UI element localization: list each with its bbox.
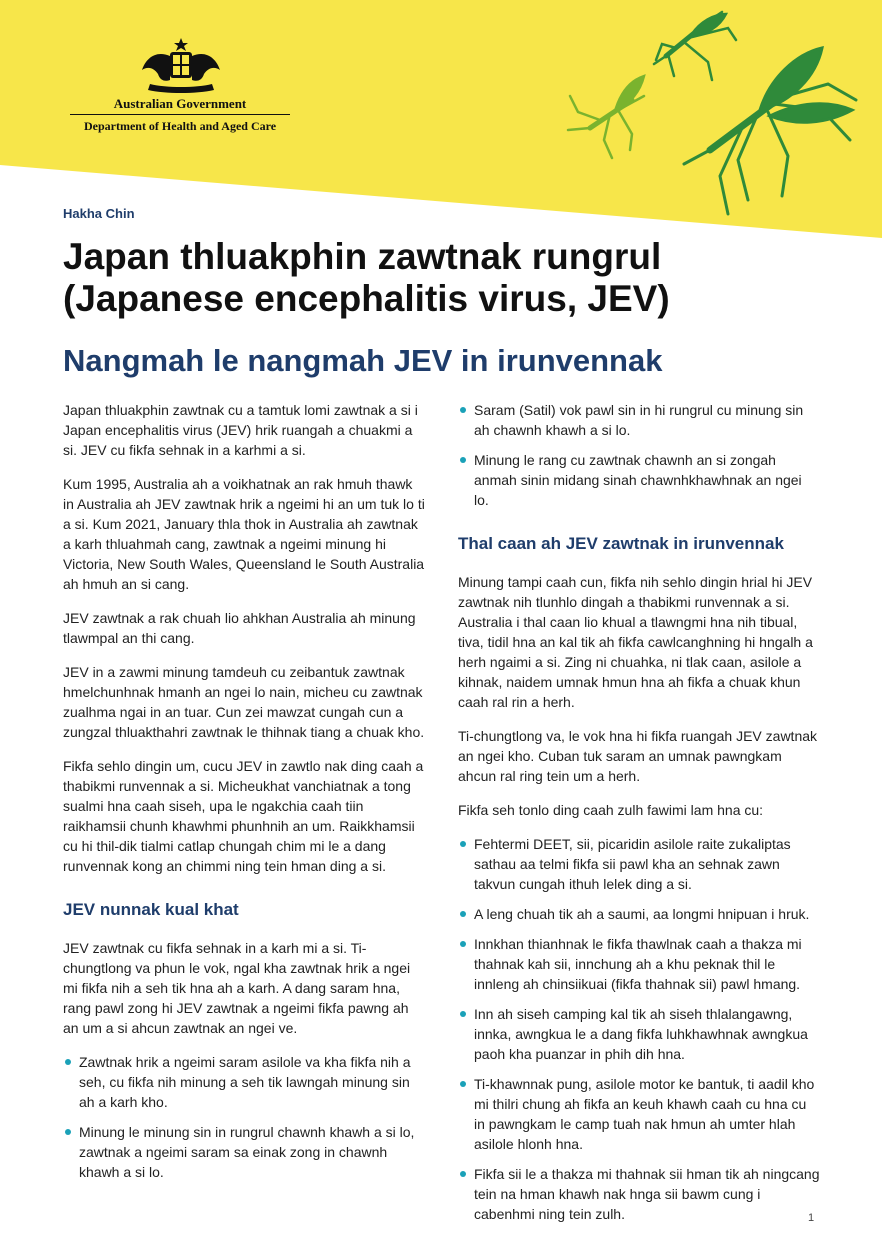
list-item-text: Innkhan thianhnak le fikfa thawlnak caah a thakza mi thahnak kah sii, innchung ah a khu peknak thil le innleng ah chinsiikuai (fikfa thahnak sii) pawl hmang.: [474, 936, 802, 992]
bullet-icon: [65, 1059, 71, 1065]
language-label: Hakha Chin: [63, 206, 135, 221]
mosquito-medium-icon: [568, 76, 644, 158]
list-item: [63, 1122, 425, 1182]
list-item-text: Inn ah siseh camping kal tik ah siseh thlalangawng, innka, awngkua le a dang fikfa luhkhawhnak awngkua paoh kha puanzar in phih dih hna.: [474, 1006, 808, 1062]
prevention-paragraph: Fikfa sehlo dingin um, cucu JEV in zawtlo nak ding caah a thabikmi runvennak a si. Micheukhat vanchiatnak a tong sualmi hna caah siseh, upa le ngakchia caah tiin raikhamsii chunh khawhmi phunhnih an um. Raikkhamsii cu hi thil-dik tialmi catlap chungah chim mi le a dang runvennak kong an chimmi ning tein hman ding a si.: [63, 758, 424, 874]
list-item-text: Fikfa sii le a thakza mi thahnak sii hman tik ah ningcang tein na hman khawh nak hnga sii bawm cung i cabenhmi ning tein zulh.: [474, 1166, 820, 1222]
page-title: Japan thluakphin zawtnak rungrul (Japanese encephalitis virus, JEV): [63, 236, 670, 319]
coat-of-arms-icon: [136, 36, 226, 94]
list-item: [458, 1004, 820, 1064]
list-item: [458, 934, 820, 994]
section-heading-protection: Thal caan ah JEV zawtnak in irunvennak: [458, 534, 784, 553]
right-column: [458, 400, 820, 1238]
tips-list: [458, 834, 820, 1224]
left-column: [63, 400, 425, 1196]
list-item: [458, 904, 820, 924]
government-name: Australian Government: [113, 96, 247, 111]
bullet-icon: [460, 1081, 466, 1087]
bullet-icon: [460, 407, 466, 413]
list-item: [458, 450, 820, 510]
history-paragraph: Kum 1995, Australia ah a voikhatnak an rak hmuh thawk in Australia ah JEV zawtnak hrik a ngeimi hi an um tuk lo ti a si. Kum 2021, January thla thok in Australia ah zawtnak a karh thluahmah cang, zawtnak a ngeimi minung hi Victoria, New South Wales, Queensland le South Australia ah hmuh an si cang.: [63, 476, 425, 592]
list-item-text: A leng chuah tik ah a saumi, aa longmi hnipuan i hruk.: [474, 906, 810, 922]
bullet-icon: [460, 1011, 466, 1017]
lifecycle-list: [63, 1052, 425, 1182]
list-item-text: Minung le rang cu zawtnak chawnh an si zongah anmah sinin midang sinah chawnhkhawhnak an ngei lo.: [474, 452, 802, 508]
protection-paragraph: Minung tampi caah cun, fikfa nih sehlo dingin hrial hi JEV zawtnak nih tlunhlo dingah a thabikmi runvennak a si. Australia i thal caan lio khual a tlawngmi hna nih tibual, tiva, tidil hna an kal tik ah fikfa cawlcanghning hi hngalh a herh ngaimi a si. Zing ni chuahka, ni tlak caan, asilole a kihnak, naidem umnak hmun hna ah fikfa a chuak khun caah ral rin a herh.: [458, 574, 813, 710]
list-item: [458, 1074, 820, 1154]
tips-intro-paragraph: Fikfa seh tonlo ding caah zulh fawimi lam hna cu:: [458, 802, 764, 818]
list-item-text: Saram (Satil) vok pawl sin in hi rungrul cu minung sin ah chawnh khawh a si lo.: [474, 402, 804, 438]
government-divider: [70, 114, 290, 115]
bullet-icon: [460, 911, 466, 917]
mosquito-small-icon: [654, 12, 736, 80]
page-subtitle: Nangmah le nangmah JEV in irunvennak: [63, 343, 663, 378]
bullet-icon: [65, 1129, 71, 1135]
list-item-text: Zawtnak hrik a ngeimi saram asilole va kha fikfa nih a seh, cu fikfa nih minung a seh tik lawngah minung sin ah a karh kho.: [79, 1054, 411, 1110]
list-item-text: Ti-khawnnak pung, asilole motor ke bantuk, ti aadil kho mi thilri chung ah fikfa an keuh khawh caah cu hna cu in pawngkam le camp tuah nak hmun ah umter hlah asilole hlonh hna.: [474, 1076, 815, 1152]
list-item: [63, 1052, 425, 1112]
bullet-icon: [460, 1171, 466, 1177]
bullet-icon: [460, 841, 466, 847]
animals-paragraph: Ti-chungtlong va, le vok hna hi fikfa ruangah JEV zawtnak an ngei kho. Cuban tuk saram an umnak pawngkam ahcun ral ring tein um a herh.: [458, 728, 818, 784]
intro-paragraph: Japan thluakphin zawtnak cu a tamtuk lomi zawtnak a si i Japan encephalitis virus (JEV) hrik ruangah a chuakmi a si. JEV cu fikfa sehnak in a karhmi a si.: [63, 402, 418, 458]
mosquitoes-illustration: [560, 0, 882, 240]
list-item-text: Fehtermi DEET, sii, picaridin asilole raite zukaliptas sathau aa telmi fikfa sii pawl kha an sehnak zawn takvun cungah ithuh lelek ding a si.: [474, 836, 791, 892]
list-item-text: Minung le minung sin in rungrul chawnh khawh a si lo, zawtnak a ngeimi saram sa einak zong in chawnh khawh a si lo.: [79, 1124, 415, 1180]
transmission-list: [458, 400, 820, 510]
bullet-icon: [460, 941, 466, 947]
lifecycle-paragraph: JEV zawtnak cu fikfa sehnak in a karh mi a si. Ti-chungtlong va phun le vok, ngal kha zawtnak hrik a ngei mi fikfa nih a seh tik hna ah a karh. A dang saram hna, rang pawl zong hi JEV zawtnak a ngeimi fikfa pawng ah an um a si ahcun zawtnak an ngei ve.: [63, 940, 411, 1036]
list-item: [458, 400, 820, 440]
symptoms-paragraph: JEV in a zawmi minung tamdeuh cu zeibantuk zawtnak hmelchunhnak hmanh an ngei lo nain, micheu cu zawtnak zualhma ngai in an tuar. Cun zei mawzat cungah cun a zungzal thluakthahri zawtnak le thihnak tiang a chuak kho.: [63, 664, 425, 740]
deaths-paragraph: JEV zawtnak a rak chuah lio ahkhan Australia ah minung tlawmpal an thi cang.: [63, 610, 416, 646]
bullet-icon: [460, 457, 466, 463]
list-item: [458, 1164, 820, 1224]
section-heading-lifecycle: JEV nunnak kual khat: [63, 900, 239, 919]
department-name: Department of Health and Aged Care: [83, 119, 277, 133]
list-item: [458, 834, 820, 894]
page-number: 1: [808, 1212, 815, 1224]
